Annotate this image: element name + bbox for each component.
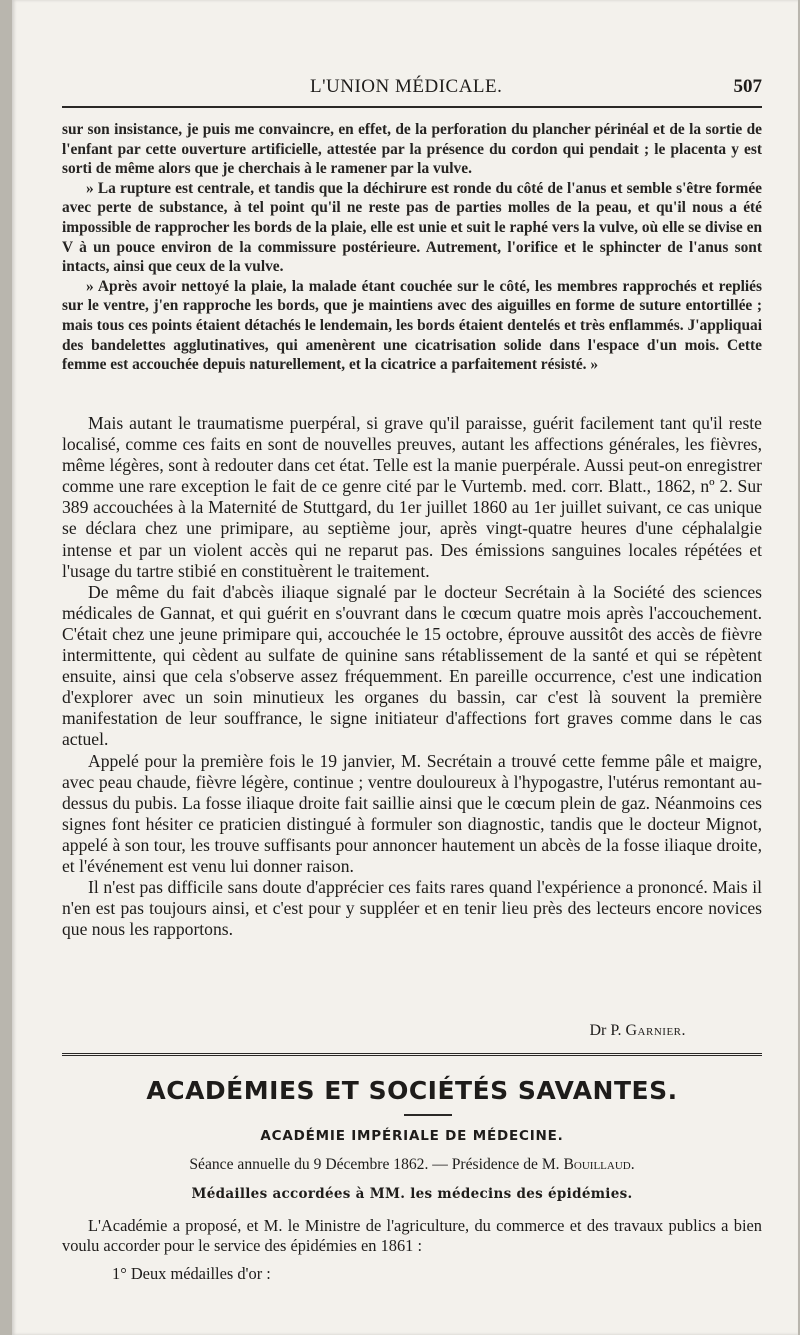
body-paragraph-4: Il n'est pas difficile sans doute d'apprécier ces faits rares quand l'expérience a prononcé. Mais il n'en est pas toujours ainsi, et c'est pour y suppléer et en tenir lieu près des lecteurs encore novices que nous les rapportons. [62,877,762,940]
session-president: Bouillaud. [563,1156,635,1173]
body-paragraph-1: Mais autant le traumatisme puerpéral, si grave qu'il paraisse, guérit facilement tant qu'il reste localisé, comme ces faits en sont de nouvelles preuves, autant les affections générales, les fièvres, même légères, sont à redouter dans cet état. Telle est la manie puerpérale. Aussi peut-on enregistrer comme une rare exception le fait de ce genre cité par le Vurtemb. med. corr. Blatt., 1862, nº 2. Sur 389 accouchées à la Maternité de Stuttgard, du 1er juillet 1860 au 1er juillet suivant, ce cas unique se déclara chez une primipare, au septième jour, après vingt-quatre heures d'une céphalalgie intense et par un violent accès qui ne reparut pas. Des émissions sanguines locales répétées et l'usage du tartre stibié en constituèrent le traitement. [62,413,762,581]
quoted-observation [62,120,762,375]
signature-name: Garnier. [625,1022,686,1039]
signature-title: Dr P. [589,1022,622,1039]
medals-list-item: 1° Deux médailles d'or : [112,1264,271,1283]
body-paragraph-3: Appelé pour la première fois le 19 janvier, M. Secrétain a trouvé cette femme pâle et maigre, avec peau chaude, fièvre légère, continue ; ventre douloureux à l'hypogastre, l'utérus remontant au-dessus du pubis. La fosse iliaque droite fait saillie ainsi que le cœcum plein de gaz. Néanmoins ces signes font hésiter ce praticien distingué à formuler son diagnostic, tandis que le docteur Mignot, appelé à son tour, les trouve suffisants pour annoncer hautement un abcès de la fosse iliaque droite, et l'événement est venu lui donner raison. [62,750,762,876]
running-title: L'UNION MÉDICALE. [310,76,503,97]
body-paragraph-2: De même du fait d'abcès iliaque signalé par le docteur Secrétain à la Société des sciences médicales de Gannat, et qui guérit en s'ouvrant dans le cœcum quatre mois après l'accouchement. C'était chez une jeune primipare qui, accouchée le 15 octobre, éprouve aussitôt des accès de fièvre intermittente, qui cèdent au sulfate de quinine sans rétablissement de la santé et qui se répètent ensuite, ainsi que cela s'observe assez fréquemment. En pareille occurrence, c'est une indication d'explorer avec un soin minutieux les organes du bassin, car c'est là souvent la première manifestation de leur souffrance, le signe initiateur d'affections fort graves comme dans le cas actuel. [62,581,762,750]
section-heading: ACADÉMIES ET SOCIÉTÉS SAVANTES. [146,1076,678,1105]
author-signature [589,1022,686,1040]
page-number: 507 [733,76,762,97]
academy-heading: ACADÉMIE IMPÉRIALE DE MÉDECINE. [260,1128,564,1144]
section-divider [62,1053,762,1058]
medals-intro: L'Académie a proposé, et M. le Ministre de l'agriculture, du commerce et des travaux publics a bien voulu accorder pour le service des épidémies en 1861 : [62,1216,762,1255]
medals-heading: Médailles accordées à MM. les médecins des épidémies. [191,1186,633,1202]
article-body [62,413,762,940]
session-text: Séance annuelle du 9 Décembre 1862. — Présidence de M. [189,1156,560,1173]
quote-paragraph-1: sur son insistance, je puis me convaincre, en effet, de la perforation du plancher périnéal et de la sortie de l'enfant par cette ouverture artificielle, attestée par la présence du cordon qui pendait ; le placenta y est sorti de même alors que je cherchais à le ramener par la vulve. [62,121,762,178]
heading-short-rule [404,1114,452,1116]
quote-paragraph-3: » Après avoir nettoyé la plaie, la malade étant couchée sur le côté, les membres rapprochés et repliés sur le ventre, j'en rapproche les bords, que je maintiens avec des aiguilles en forme de suture entortillée ; mais tous ces points étaient détachés le lendemain, les bords étaient dentelés et très enflammés. J'appliquai des bandelettes agglutinatives, qui amenèrent une cicatrisation solide dans l'espace d'un mois. Cette femme est accouchée depuis naturellement, et la cicatrice a parfaitement résisté. » [62,277,762,374]
header-rule [62,106,762,108]
document-page [12,0,798,1335]
session-line [62,1156,762,1174]
quote-paragraph-2: » La rupture est centrale, et tandis que la déchirure est ronde du côté de l'anus et semble s'être formée avec perte de substance, à tel point qu'il ne reste pas de parties molles de la peau, et qu'il nous a été impossible de rapprocher les bords de la plaie, elle est unie et suit le raphé vers la vulve, où elle se divise en V à un pouce environ de la commissure postérieure. Autrement, l'orifice et le sphincter de l'anus sont intacts, ainsi que ceux de la vulve. [62,179,762,276]
page-header [62,76,762,100]
